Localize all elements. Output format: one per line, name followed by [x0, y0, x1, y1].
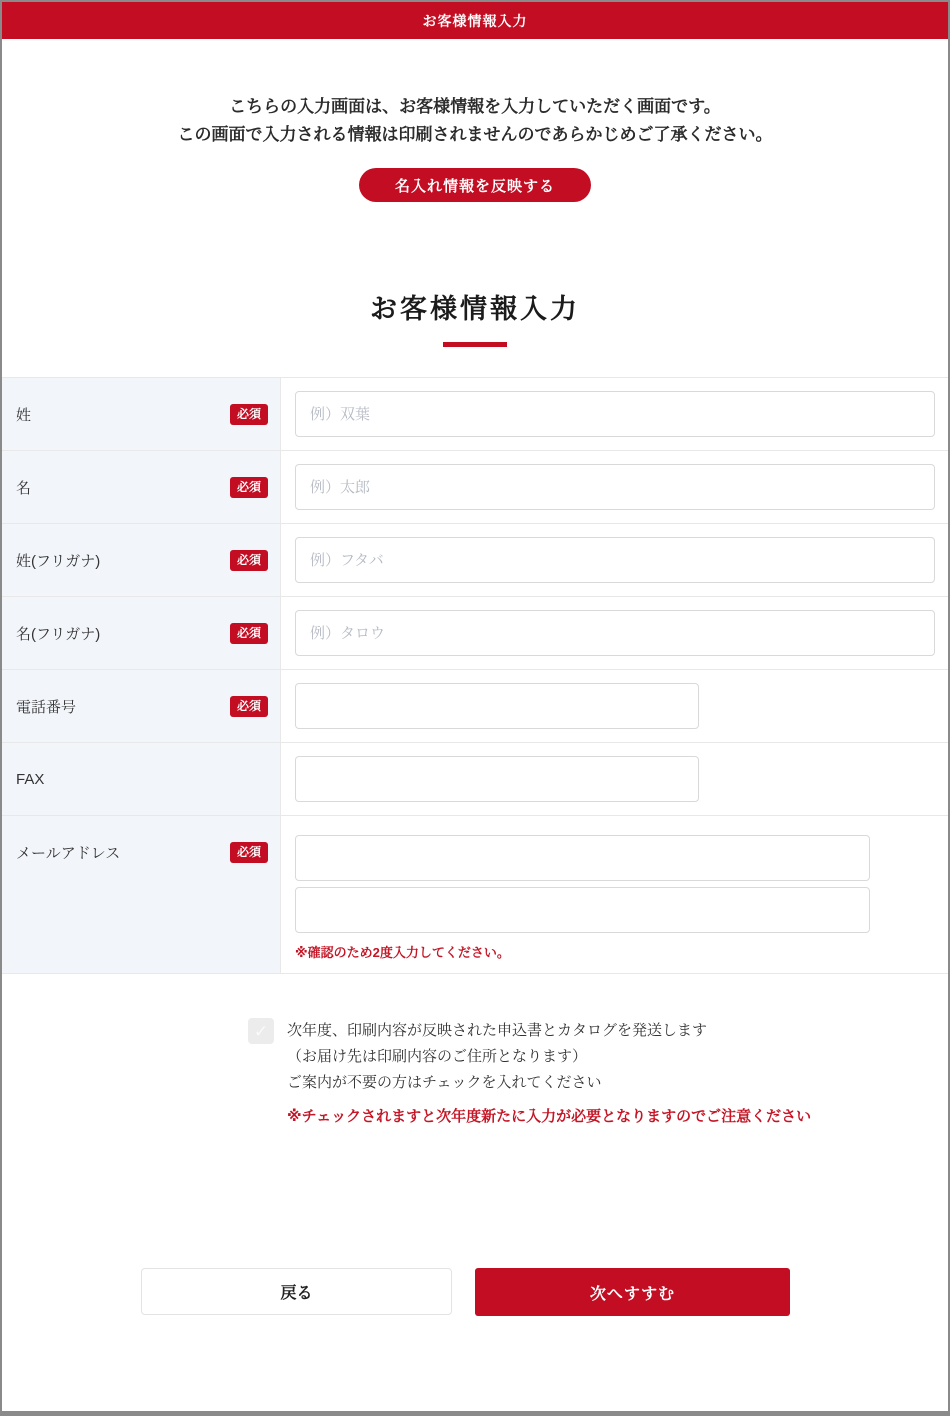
last-name-kana-input[interactable] [295, 537, 935, 583]
required-badge: 必須 [230, 696, 268, 717]
required-badge: 必須 [230, 477, 268, 498]
email-label: メールアドレス [16, 845, 121, 862]
first-name-kana-label-cell [2, 597, 281, 669]
notice-line-1: 次年度、印刷内容が反映された申込書とカタログを発送します [287, 1022, 708, 1039]
email-confirm-input[interactable] [295, 887, 870, 933]
form-row-first-name [2, 451, 948, 524]
catalog-optout-block [248, 1018, 948, 1096]
customer-info-form [2, 377, 948, 974]
first-name-kana-input-cell [281, 597, 948, 669]
check-icon: ✓ [253, 1021, 269, 1041]
first-name-kana-label: 名(フリガナ) [16, 625, 101, 643]
notice-line-3: ご案内が不要の方はチェックを入れてください [287, 1074, 602, 1091]
last-name-kana-label-cell [2, 524, 281, 596]
last-name-input[interactable] [295, 391, 935, 437]
first-name-label-cell [2, 451, 281, 523]
required-badge: 必須 [230, 550, 268, 571]
last-name-kana-input-cell [281, 524, 948, 596]
phone-input-cell [281, 670, 948, 742]
intro-line-1: こちらの入力画面は、お客様情報を入力していただく画面です。 [229, 97, 721, 116]
email-input[interactable] [295, 835, 870, 881]
form-row-fax [2, 743, 948, 816]
first-name-input-cell [281, 451, 948, 523]
last-name-kana-label: 姓(フリガナ) [16, 552, 101, 570]
last-name-input-cell [281, 378, 948, 450]
required-badge: 必須 [230, 404, 268, 425]
intro-line-2: この画面で入力される情報は印刷されませんのであらかじめご了承ください。 [177, 125, 773, 144]
required-badge: 必須 [230, 623, 268, 644]
form-row-last-name [2, 378, 948, 451]
phone-input[interactable] [295, 683, 699, 729]
fax-label: FAX [16, 770, 45, 788]
required-badge: 必須 [230, 842, 268, 863]
catalog-optout-checkbox[interactable] [248, 1018, 274, 1044]
email-confirm-note: ※確認のため2度入力してください。 [295, 945, 510, 960]
fax-input-cell [281, 743, 948, 815]
reflect-naire-info-button[interactable]: 名入れ情報を反映する [359, 168, 591, 202]
first-name-label: 名 [16, 479, 32, 497]
fax-label-cell [2, 743, 281, 815]
phone-label-cell [2, 670, 281, 742]
phone-label: 電話番号 [16, 698, 77, 716]
catalog-optout-text [287, 1018, 707, 1096]
title-underline [443, 342, 507, 347]
last-name-label: 姓 [16, 406, 32, 424]
form-row-phone [2, 670, 948, 743]
top-title-bar [2, 2, 948, 39]
form-row-first-name-kana [2, 597, 948, 670]
first-name-kana-input[interactable] [295, 610, 935, 656]
form-row-last-name-kana [2, 524, 948, 597]
intro-text [2, 93, 948, 149]
reflect-button-wrap [2, 168, 948, 202]
notice-line-2: （お届け先は印刷内容のご住所となります） [287, 1048, 588, 1065]
email-input-cell [281, 816, 948, 973]
next-button[interactable]: 次へすすむ [475, 1268, 790, 1316]
fax-input[interactable] [295, 756, 699, 802]
footer-button-row [141, 1268, 948, 1316]
first-name-input[interactable] [295, 464, 935, 510]
top-bar-title: お客様情報入力 [422, 12, 528, 29]
page-title: お客様情報入力 [370, 294, 580, 324]
form-row-email [2, 816, 948, 974]
last-name-label-cell [2, 378, 281, 450]
email-label-cell [2, 816, 281, 973]
back-button[interactable]: 戻る [141, 1268, 452, 1315]
optout-warning-text: ※チェックされますと次年度新たに入力が必要となりますのでご注意ください [287, 1108, 812, 1125]
